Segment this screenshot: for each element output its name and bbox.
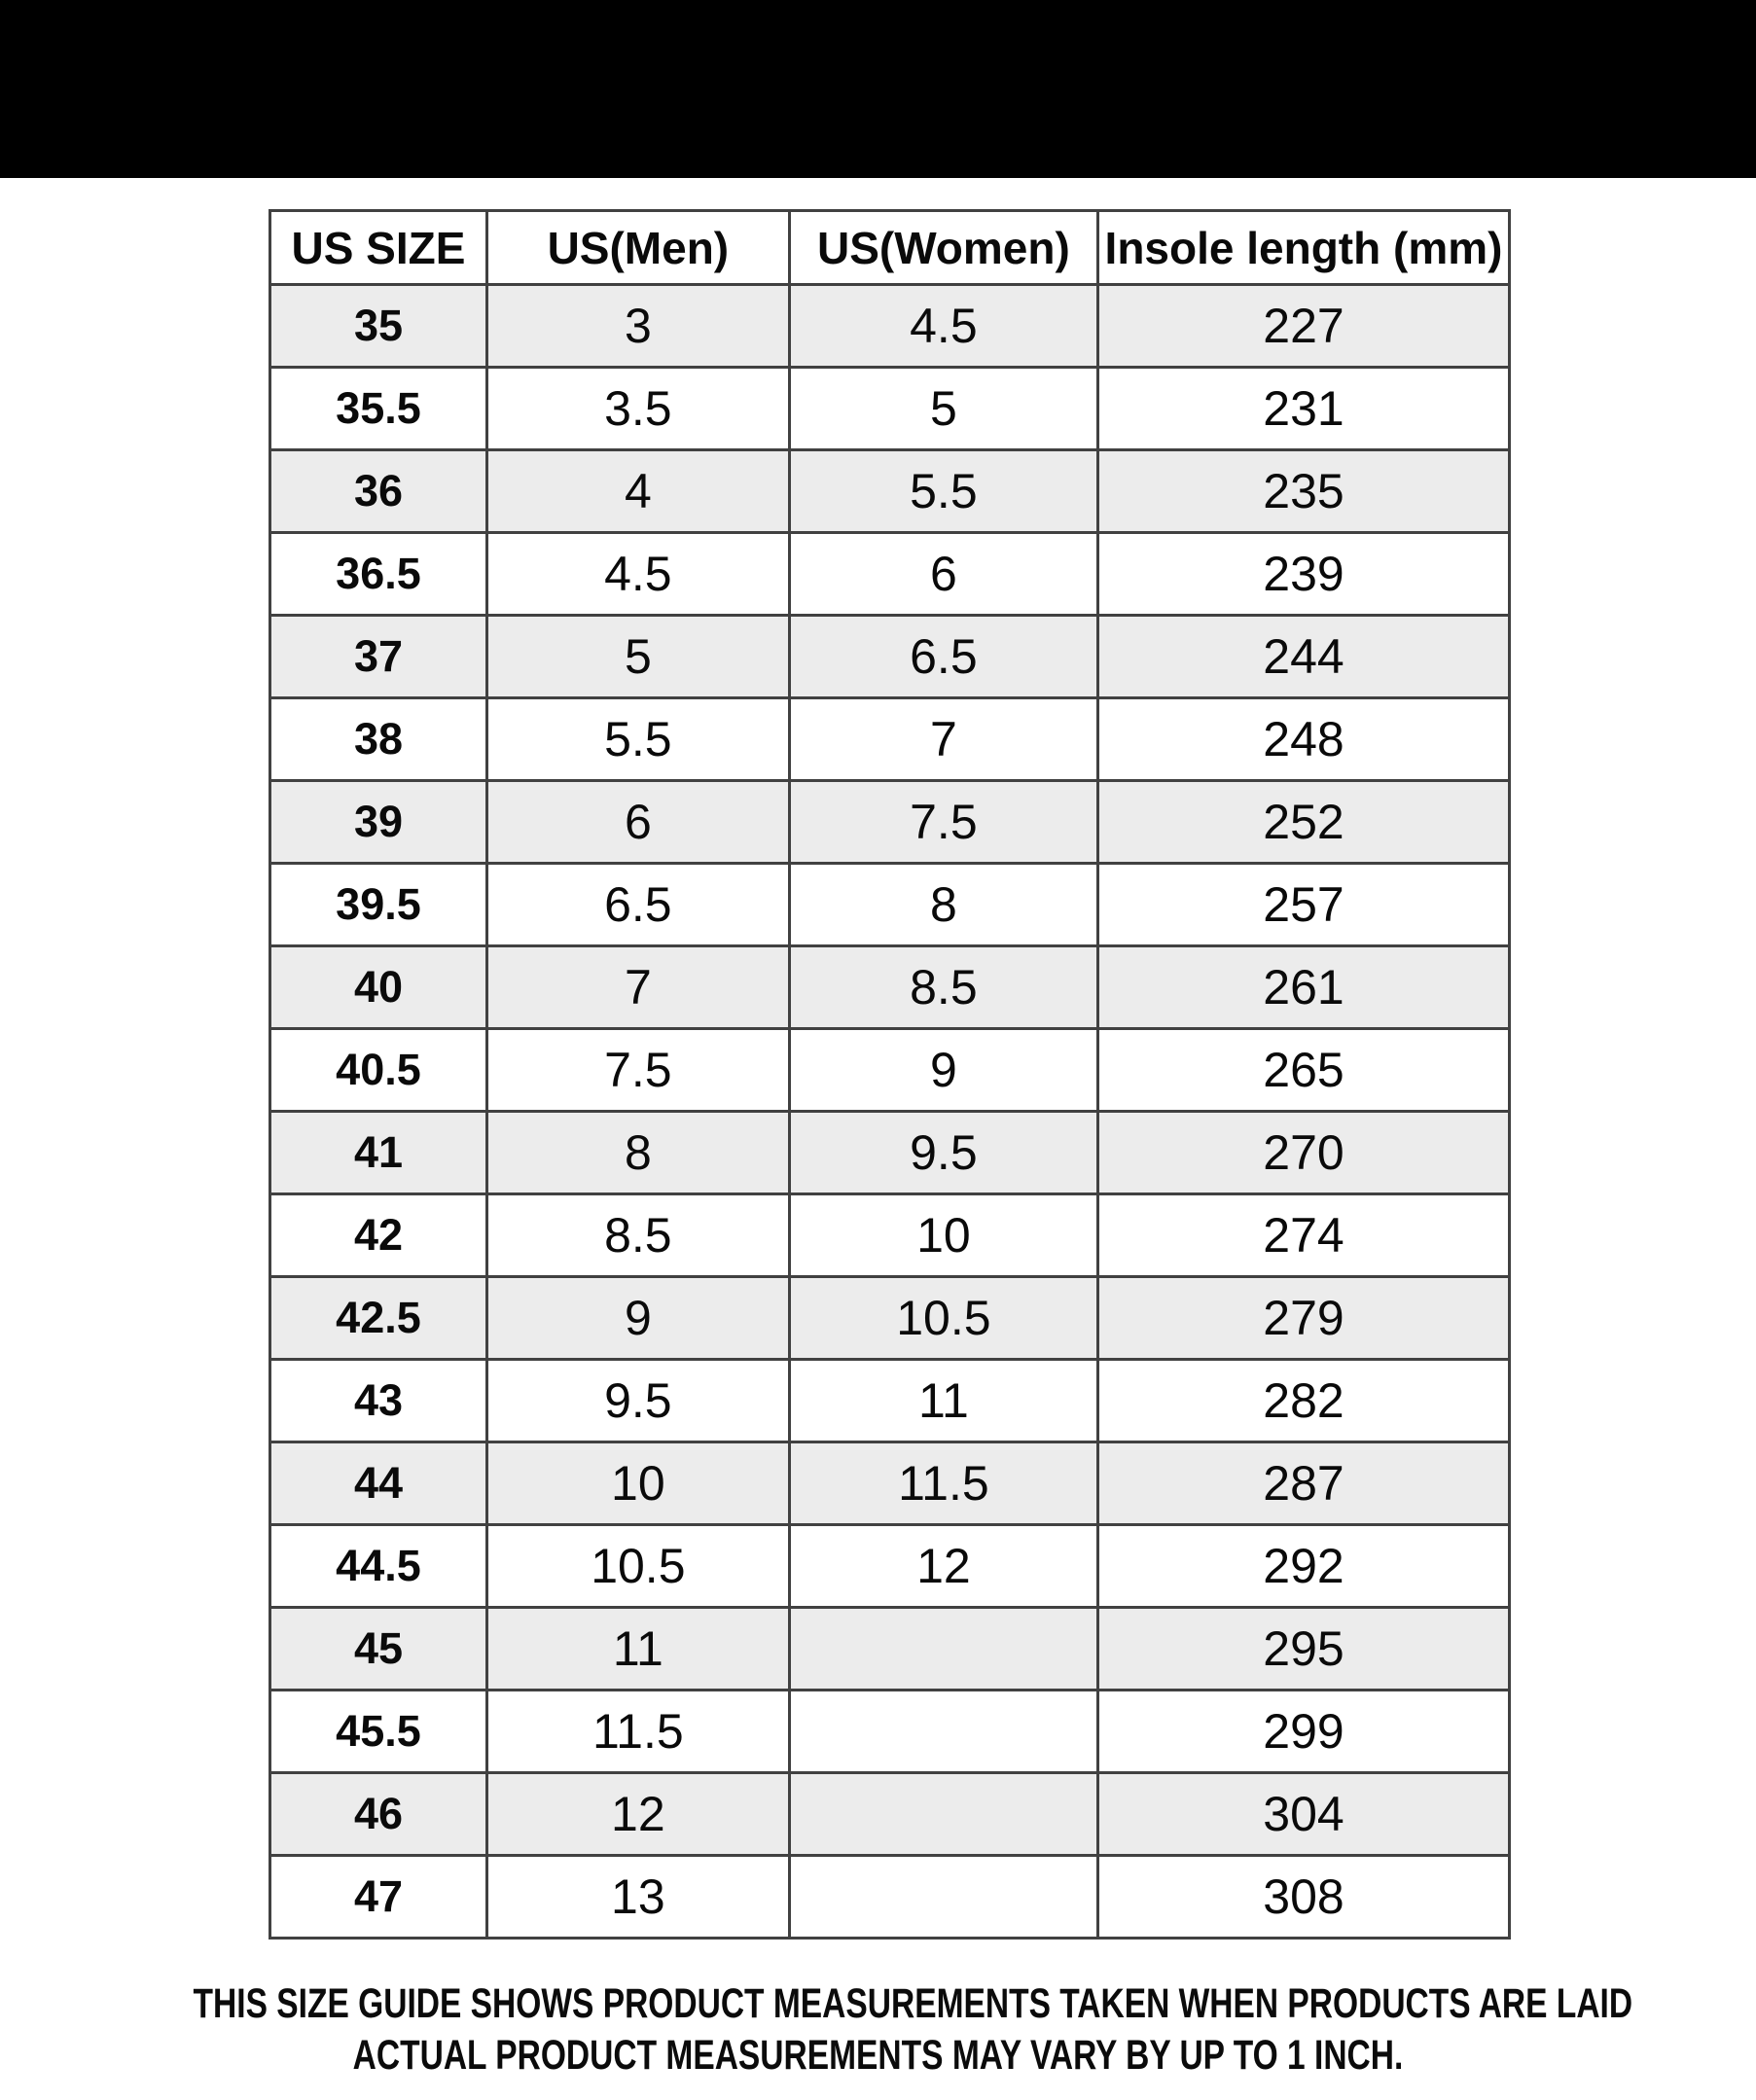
size-cell: 8.5 [789,946,1097,1029]
table-row [270,1029,1510,1112]
size-cell: 10 [789,1194,1097,1277]
size-cell: 304 [1098,1773,1510,1856]
size-cell: 9 [486,1277,789,1360]
size-cell: 231 [1098,368,1510,450]
size-cell: 10.5 [486,1525,789,1608]
size-cell: 3 [486,285,789,368]
us-size-cell: 39.5 [270,864,487,946]
size-cell: 6 [789,533,1097,616]
size-cell: 274 [1098,1194,1510,1277]
size-cell: 11 [789,1360,1097,1442]
size-cell [789,1856,1097,1939]
table-row [270,1608,1510,1691]
us-size-cell: 39 [270,781,487,864]
size-cell: 11 [486,1608,789,1691]
size-cell: 261 [1098,946,1510,1029]
top-banner [0,0,1756,178]
us-size-cell: 44 [270,1442,487,1525]
size-cell: 257 [1098,864,1510,946]
size-cell: 11.5 [486,1691,789,1773]
size-cell: 235 [1098,450,1510,533]
size-cell: 299 [1098,1691,1510,1773]
table-row [270,1194,1510,1277]
table-row [270,781,1510,864]
size-cell: 5.5 [789,450,1097,533]
size-cell: 7 [486,946,789,1029]
us-size-cell: 40 [270,946,487,1029]
us-size-cell: 46 [270,1773,487,1856]
us-size-cell: 35.5 [270,368,487,450]
size-cell: 270 [1098,1112,1510,1194]
table-row [270,450,1510,533]
size-cell: 308 [1098,1856,1510,1939]
table-row [270,1525,1510,1608]
size-table-body [270,285,1510,1939]
table-row [270,1691,1510,1773]
size-cell: 4.5 [486,533,789,616]
size-cell: 7.5 [486,1029,789,1112]
size-cell: 12 [789,1525,1097,1608]
table-row [270,1360,1510,1442]
size-cell: 4.5 [789,285,1097,368]
size-cell: 282 [1098,1360,1510,1442]
size-cell: 10.5 [789,1277,1097,1360]
size-cell: 292 [1098,1525,1510,1608]
size-cell: 6.5 [789,616,1097,698]
size-cell: 239 [1098,533,1510,616]
size-cell: 13 [486,1856,789,1939]
footer-disclaimer [0,1978,1756,2082]
us-size-cell: 43 [270,1360,487,1442]
table-row [270,864,1510,946]
size-cell: 9.5 [486,1360,789,1442]
us-size-cell: 45.5 [270,1691,487,1773]
size-cell: 279 [1098,1277,1510,1360]
us-size-cell: 38 [270,698,487,781]
size-cell: 244 [1098,616,1510,698]
header-row [270,211,1510,285]
size-cell: 4 [486,450,789,533]
size-cell: 287 [1098,1442,1510,1525]
us-size-cell: 36 [270,450,487,533]
size-cell: 252 [1098,781,1510,864]
size-cell: 248 [1098,698,1510,781]
size-chart-table [269,209,1511,1940]
table-row [270,1773,1510,1856]
us-size-cell: 35 [270,285,487,368]
size-cell [789,1691,1097,1773]
us-size-cell: 36.5 [270,533,487,616]
size-cell: 5.5 [486,698,789,781]
size-cell: 265 [1098,1029,1510,1112]
us-size-cell: 40.5 [270,1029,487,1112]
footer-disclaimer-line-2: ACTUAL PRODUCT MEASUREMENTS MAY VARY BY UP TO 1 INCH. [352,2032,1404,2079]
us-size-cell: 37 [270,616,487,698]
size-cell: 295 [1098,1608,1510,1691]
us-size-cell: 45 [270,1608,487,1691]
us-size-cell: 42 [270,1194,487,1277]
size-cell: 8 [486,1112,789,1194]
us-size-cell: 42.5 [270,1277,487,1360]
column-header-4: Insole length (mm) [1098,211,1510,285]
column-header-3: US(Women) [789,211,1097,285]
size-cell: 3.5 [486,368,789,450]
size-cell: 9.5 [789,1112,1097,1194]
size-cell: 8.5 [486,1194,789,1277]
table-row [270,1112,1510,1194]
size-cell: 6 [486,781,789,864]
table-row [270,1442,1510,1525]
size-cell: 12 [486,1773,789,1856]
table-row [270,533,1510,616]
size-cell: 11.5 [789,1442,1097,1525]
size-cell: 6.5 [486,864,789,946]
size-cell: 227 [1098,285,1510,368]
table-row [270,368,1510,450]
us-size-cell: 41 [270,1112,487,1194]
footer-disclaimer-line-1: THIS SIZE GUIDE SHOWS PRODUCT MEASUREMENTS TAKEN WHEN PRODUCTS ARE LAID [193,1980,1633,2027]
us-size-cell: 44.5 [270,1525,487,1608]
size-cell: 7 [789,698,1097,781]
table-row [270,946,1510,1029]
column-header-1: US SIZE [270,211,487,285]
table-row [270,698,1510,781]
size-cell: 8 [789,864,1097,946]
size-cell: 10 [486,1442,789,1525]
table-row [270,1856,1510,1939]
column-header-2: US(Men) [486,211,789,285]
size-cell [789,1608,1097,1691]
size-cell: 5 [789,368,1097,450]
size-cell [789,1773,1097,1856]
size-cell: 9 [789,1029,1097,1112]
table-row [270,1277,1510,1360]
table-row [270,285,1510,368]
size-cell: 5 [486,616,789,698]
size-cell: 7.5 [789,781,1097,864]
table-row [270,616,1510,698]
us-size-cell: 47 [270,1856,487,1939]
